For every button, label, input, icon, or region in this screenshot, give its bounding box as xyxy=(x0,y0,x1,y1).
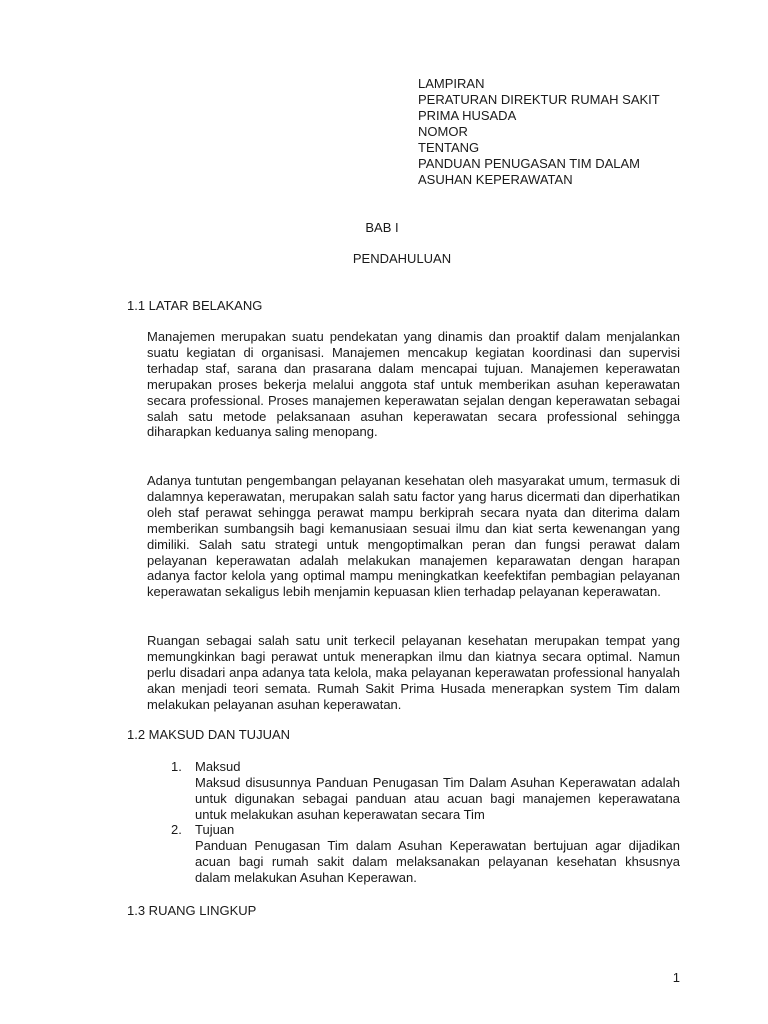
list-item-body: Panduan Penugasan Tim dalam Asuhan Keperawatan bertujuan agar dijadikan acuan bagi rumah sakit dalam melaksanakan pelayanan kesehatan khsusnya dalam melakukan Asuhan Keperawan. xyxy=(195,838,680,885)
list-item-title: Tujuan xyxy=(195,822,235,837)
section-heading-1-3: 1.3 RUANG LINGKUP xyxy=(127,903,257,918)
paragraph-background-2: Adanya tuntutan pengembangan pelayanan kesehatan oleh masyarakat umum, termasuk di dalamnya keperawatan, merupakan salah satu factor yang harus dicermati dan diperhatikan oleh staf perawat sehingga perawat mampu berkiprah secara nyata dan diterima dalam memberikan sumbangsih bagi kemanusiaan sesuai ilmu dan kiat serta kewenangan yang dimiliki. Salah satu strategi untuk mengoptimalkan peran dan fungsi perawat dalam pelayanan keperawatan adalah melakukan manajemen keparawatan dengan harapan adanya factor kelola yang optimal mampu meningkatkan keefektifan pembagian pelayanan keperawatan sekaligus lebih menjamin kepuasan klien terhadap pelayanan keperawatan. xyxy=(147,473,680,600)
paragraph-background-3: Ruangan sebagai salah satu unit terkecil pelayanan kesehatan merupakan tempat yang memungkinkan bagi perawat untuk menerapkan ilmu dan kiatnya secara optimal. Namun perlu disadari anpa adanya tata kelola, maka pelayanan keperawatan professional hanyalah akan menjadi teori semata. Rumah Sakit Prima Husada menerapkan system Tim dalam melakukan pelayanan asuhan keperawatan. xyxy=(147,633,680,712)
attachment-label: LAMPIRAN xyxy=(418,76,485,91)
paragraph-background-1: Manajemen merupakan suatu pendekatan yang dinamis dan proaktif dalam menjalankan suatu kegiatan di organisasi. Manajemen mencakup kegiatan koordinasi dan supervisi terhadap staf, sarana dan prasarana dalam mencapai tujuan. Manajemen keperawatan merupakan proses bekerja melalui anggota staf untuk memberikan asuhan keperawatan secara professional. Proses manajemen keperawatan sejalan dengan keperawatan sebagai salah satu metode pelaksanaan asuhan keperawatan secara professional sehingga diharapkan keduanya saling menopang. xyxy=(147,329,680,440)
list-item-title: Maksud xyxy=(195,759,241,774)
list-number: 1. xyxy=(171,759,182,774)
chapter-number: BAB I xyxy=(365,220,399,235)
list-number: 2. xyxy=(171,822,182,837)
list-item-tujuan xyxy=(171,822,680,886)
chapter-title: PENDAHULUAN xyxy=(352,251,452,266)
section-heading-1-2: 1.2 MAKSUD DAN TUJUAN xyxy=(127,727,291,742)
number-label: NOMOR xyxy=(418,124,468,139)
subject-label: TENTANG xyxy=(418,140,480,155)
hospital-name: PRIMA HUSADA xyxy=(418,108,517,123)
list-item-maksud xyxy=(171,759,680,823)
regulation-title: PERATURAN DIREKTUR RUMAH SAKIT xyxy=(418,92,660,107)
page-number: 1 xyxy=(672,970,680,985)
subject-line-2: ASUHAN KEPERAWATAN xyxy=(418,172,573,187)
section-heading-1-1: 1.1 LATAR BELAKANG xyxy=(127,298,263,313)
list-item-body: Maksud disusunnya Panduan Penugasan Tim Dalam Asuhan Keperawatan adalah untuk digunakan sebagai panduan atau acuan bagi manajemen keperawatana untuk melakukan asuhan keperawatan secara Tim xyxy=(195,775,680,822)
subject-line-1: PANDUAN PENUGASAN TIM DALAM xyxy=(418,156,641,171)
attachment-header-block xyxy=(418,76,718,188)
